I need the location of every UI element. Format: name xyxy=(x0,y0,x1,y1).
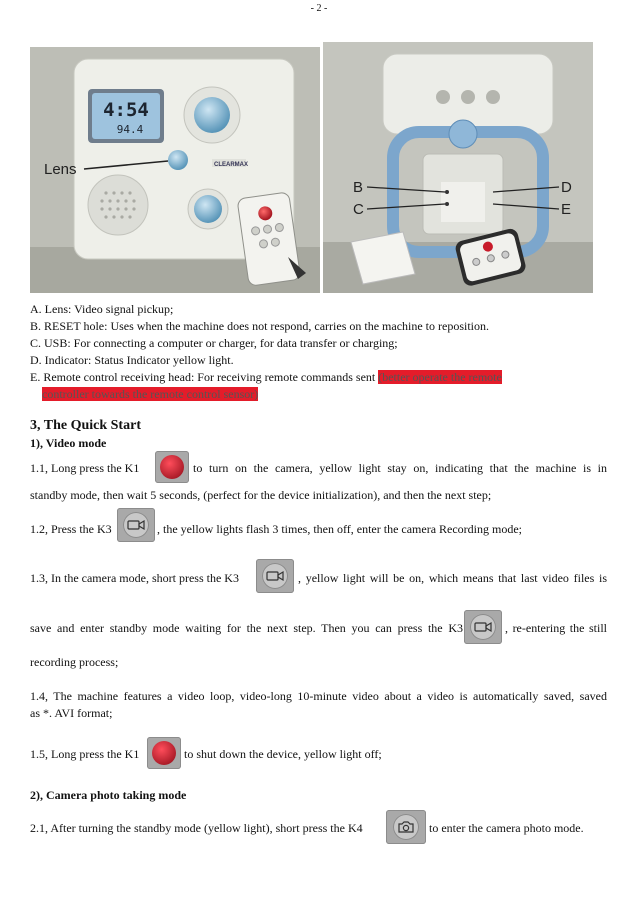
label-d: D xyxy=(561,179,572,196)
p13-line2-part2: , re-entering the still xyxy=(505,621,607,635)
device-back-illustration xyxy=(323,42,593,293)
p11-line2: standby mode, then wait 5 seconds, (perfect for the device initialization), and then the next step; xyxy=(30,488,492,502)
brand-text: CLEARMAX xyxy=(214,162,248,168)
p11-part2: to turn on the camera, yellow light stay on, indicating that the machine is in xyxy=(193,461,607,475)
legend-e-highlight-2: controller towards the remote control sensor) xyxy=(42,387,259,401)
device-back-photo xyxy=(323,42,593,293)
p11-part1: 1.1, Long press the K1 xyxy=(30,461,140,475)
p13-line3: recording process; xyxy=(30,655,119,669)
lens-label: Lens xyxy=(44,161,77,178)
legend-e-text: E. Remote control receiving head: For receiving remote commands sent xyxy=(30,370,376,384)
legend-a: A. Lens: Video signal pickup; xyxy=(30,302,174,316)
photo-mode-heading: 2), Camera photo taking mode xyxy=(30,788,187,802)
video-camera-button-icon xyxy=(117,508,155,542)
label-c: C xyxy=(353,201,364,218)
device-front-illustration xyxy=(30,47,320,293)
device-front-photo xyxy=(30,47,320,293)
label-e: E xyxy=(561,201,572,218)
legend-b: B. RESET hole: Uses when the machine does not respond, carries on the machine to reposition. xyxy=(30,319,490,333)
section-title: 3, The Quick Start xyxy=(30,418,141,433)
video-mode-heading: 1), Video mode xyxy=(30,436,107,450)
label-b: B xyxy=(353,179,364,196)
p13-line2-part1: save and enter standby mode waiting for the next step. Then you can press the K3 xyxy=(30,621,463,635)
p12-part1: 1.2, Press the K3 xyxy=(30,522,112,536)
page-number: - 2 - xyxy=(310,3,328,14)
p14-line1: 1.4, The machine features a video loop, video-long 10-minute video about a video is automatically saved, saved xyxy=(30,689,607,703)
lcd-time-text: 4:54 xyxy=(103,99,149,121)
power-button-icon-2 xyxy=(147,737,181,769)
video-camera-button-icon-3 xyxy=(464,610,502,644)
p21-part2: to enter the camera photo mode. xyxy=(429,821,584,835)
p15-part1: 1.5, Long press the K1 xyxy=(30,747,140,761)
p12-part2: , the yellow lights flash 3 times, then off, enter the camera Recording mode; xyxy=(157,522,523,536)
photo-camera-button-icon xyxy=(386,810,426,844)
legend-e-highlight-1: (better operate the remote xyxy=(378,370,502,384)
p14-line2: as *. AVI format; xyxy=(30,706,113,720)
p13-part1: 1.3, In the camera mode, short press the K3 xyxy=(30,571,239,585)
legend-e xyxy=(30,369,502,386)
video-camera-button-icon-2 xyxy=(256,559,294,593)
p15-part2: to shut down the device, yellow light off; xyxy=(184,747,382,761)
p13-part2: , yellow light will be on, which means that last video files is xyxy=(298,571,607,585)
lcd-temp-text: 94.4 xyxy=(116,123,144,136)
power-button-icon xyxy=(155,451,189,483)
legend-c: C. USB: For connecting a computer or charger, for data transfer or charging; xyxy=(30,336,398,350)
p21-part1: 2.1, After turning the standby mode (yellow light), short press the K4 xyxy=(30,821,363,835)
legend-d: D. Indicator: Status Indicator yellow light. xyxy=(30,353,234,367)
